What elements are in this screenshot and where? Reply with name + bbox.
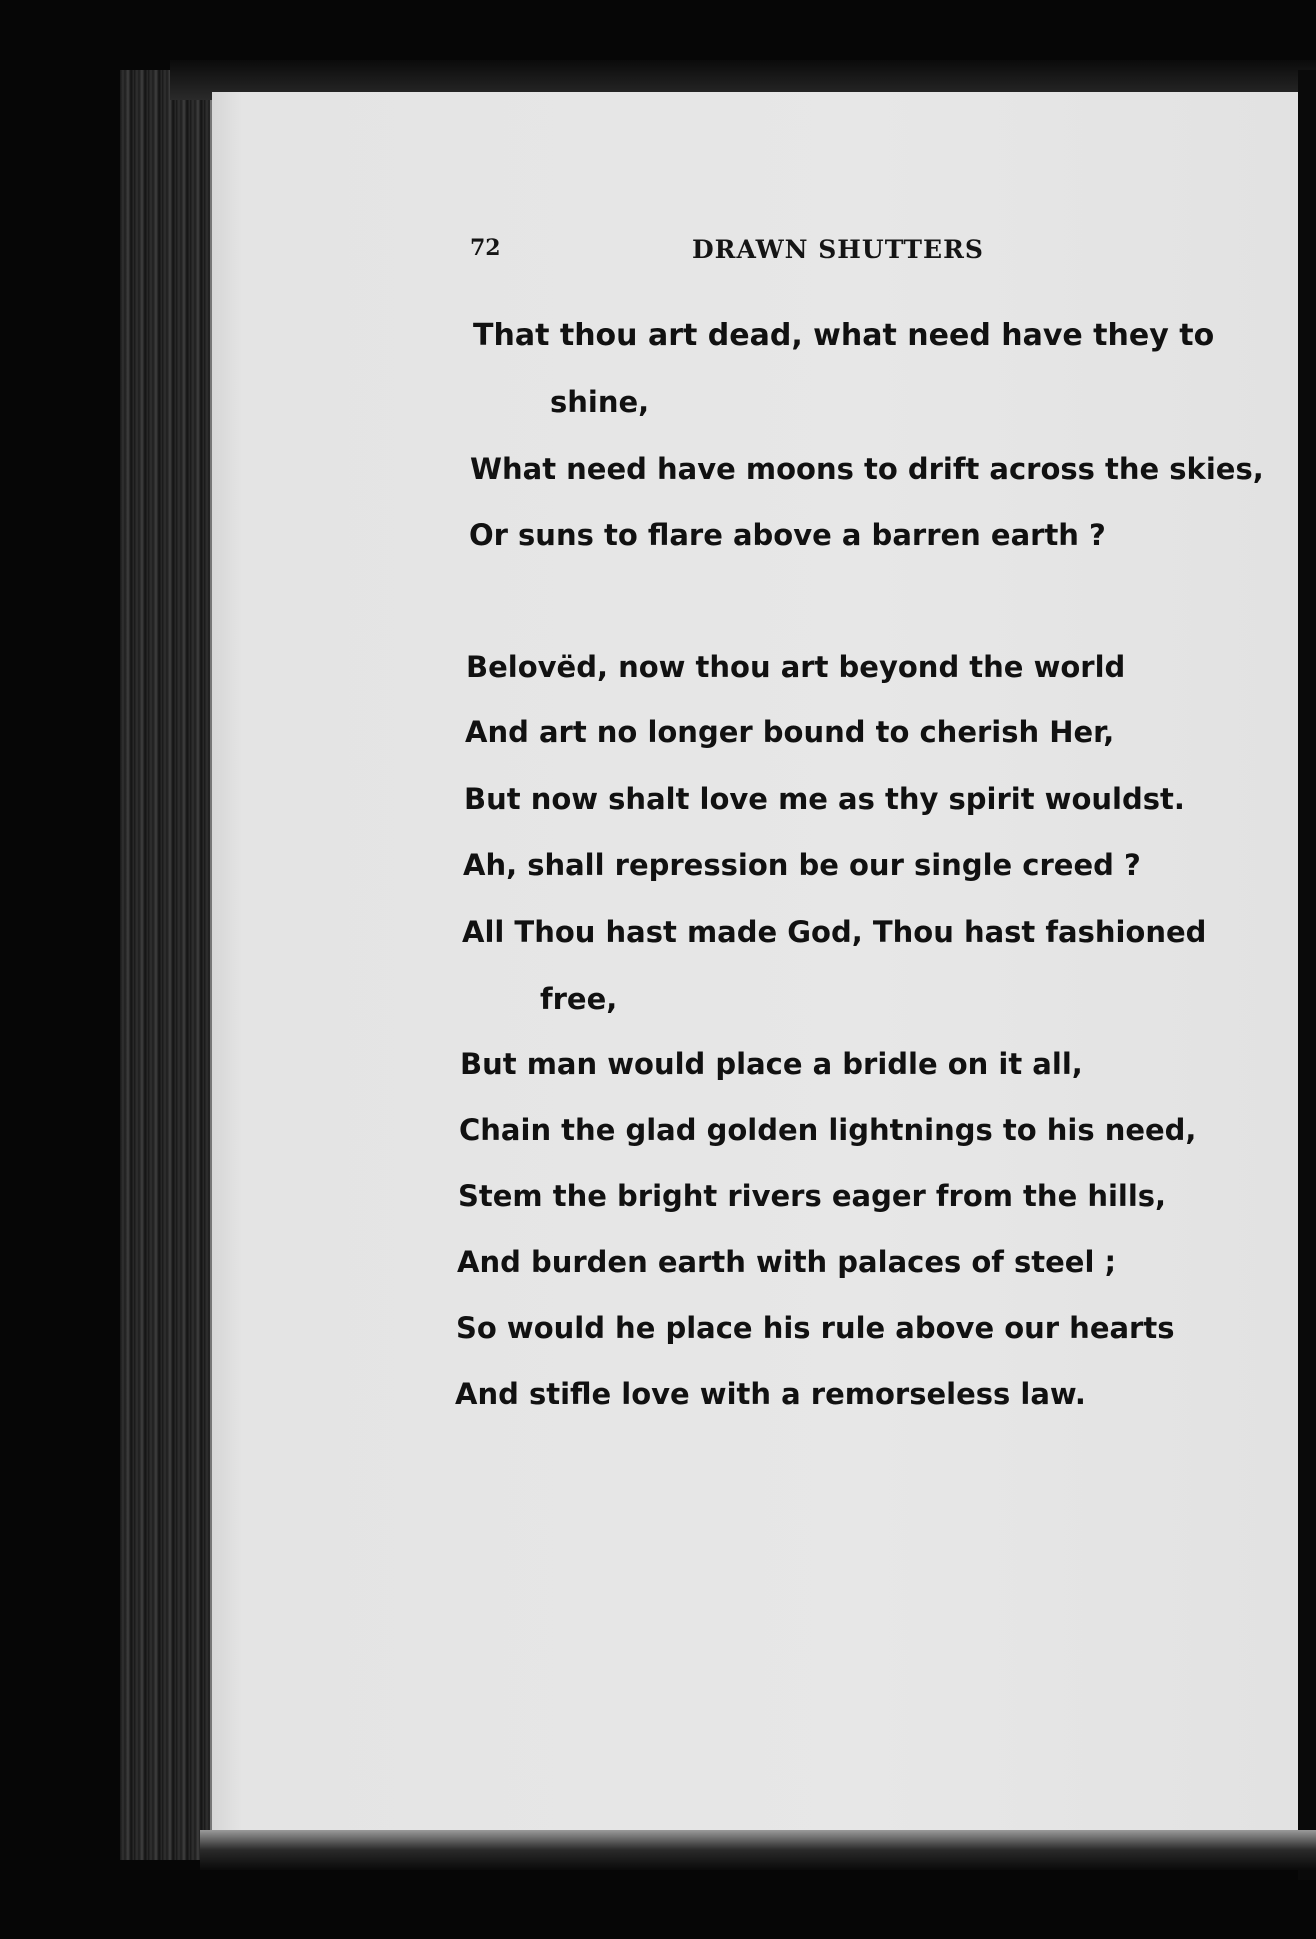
poem-line: So would he place his rule above our hearts [456, 1311, 1175, 1345]
page-number: 72 [470, 235, 501, 261]
poem-line: Belovëd, now thou art beyond the world [466, 650, 1126, 684]
poem-line: And art no longer bound to cherish Her, [465, 715, 1115, 749]
poem-line: And burden earth with palaces of steel ; [457, 1245, 1117, 1279]
poem-line: shine, [550, 385, 650, 419]
poem-line: Or suns to flare above a barren earth ? [469, 518, 1106, 552]
poem-line: And stifle love with a remorseless law. [455, 1377, 1086, 1411]
poem-line: But man would place a bridle on it all, [460, 1047, 1083, 1081]
poem-line: Chain the glad golden lightnings to his need, [459, 1113, 1197, 1147]
poem-line: All Thou hast made God, Thou hast fashioned [462, 915, 1207, 949]
poem-line: But now shalt love me as thy spirit wouldst. [464, 782, 1185, 816]
running-title: DRAWN SHUTTERS [692, 235, 984, 264]
poem-line: Ah, shall repression be our single creed ? [463, 848, 1141, 882]
poem-line: What need have moons to drift across the skies, [470, 452, 1264, 486]
poem-line: free, [540, 982, 618, 1016]
poem-line: Stem the bright rivers eager from the hills, [458, 1179, 1167, 1213]
poem-line: That thou art dead, what need have they to [473, 318, 1215, 353]
